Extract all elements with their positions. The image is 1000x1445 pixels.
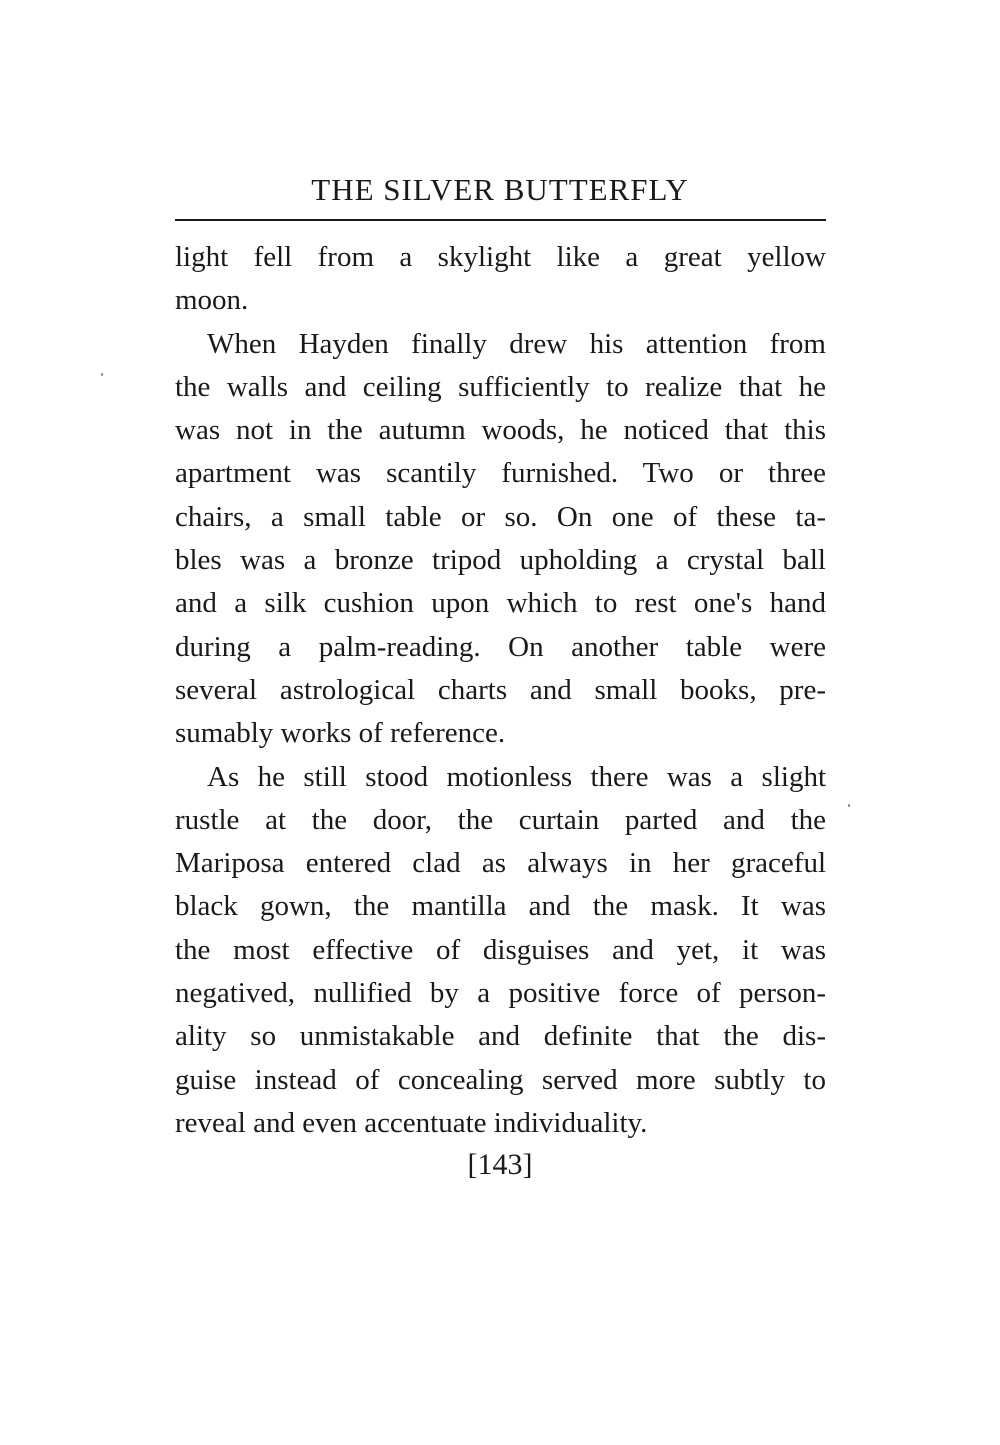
- paragraph: [175, 756, 826, 1146]
- text-line: rustle at the door, the curtain parted and the: [175, 803, 826, 836]
- text-line: chairs, a small table or so. On one of these ta-: [175, 500, 826, 533]
- paragraph: [175, 323, 826, 756]
- text-line: ality so unmistakable and definite that the dis-: [175, 1020, 826, 1053]
- text-line: several astrological charts and small books, pre-: [175, 673, 826, 706]
- print-speck: [848, 804, 850, 807]
- text-line: was not in the autumn woods, he noticed that this: [175, 414, 826, 447]
- text-line: the most effective of disguises and yet, it was: [175, 933, 826, 966]
- text-line: reveal and even accentuate individuality.: [175, 1106, 648, 1139]
- text-line: bles was a bronze tripod upholding a crystal ball: [175, 544, 826, 577]
- text-line: the walls and ceiling sufficiently to realize that he: [175, 370, 826, 403]
- body-text: [175, 236, 826, 1145]
- text-line: black gown, the mantilla and the mask. It was: [175, 890, 826, 923]
- text-line: apartment was scantily furnished. Two or three: [175, 457, 826, 490]
- page-number: [143]: [467, 1148, 533, 1181]
- text-line: negatived, nullified by a positive force of person-: [175, 977, 826, 1010]
- text-line: When Hayden finally drew his attention from: [207, 327, 826, 360]
- text-line: As he still stood motionless there was a slight: [207, 760, 826, 793]
- text-line: sumably works of reference.: [175, 717, 506, 750]
- text-line: and a silk cushion upon which to rest one's hand: [175, 587, 826, 620]
- text-line: during a palm-reading. On another table were: [175, 630, 826, 663]
- paragraph: [175, 236, 826, 323]
- text-line: guise instead of concealing served more subtly to: [175, 1063, 826, 1096]
- print-speck: [101, 373, 103, 376]
- header-rule: [175, 219, 826, 221]
- text-line: Mariposa entered clad as always in her graceful: [175, 847, 826, 880]
- running-head: THE SILVER BUTTERFLY: [311, 172, 689, 207]
- text-line: light fell from a skylight like a great yellow: [175, 241, 826, 273]
- text-line: moon.: [175, 284, 249, 317]
